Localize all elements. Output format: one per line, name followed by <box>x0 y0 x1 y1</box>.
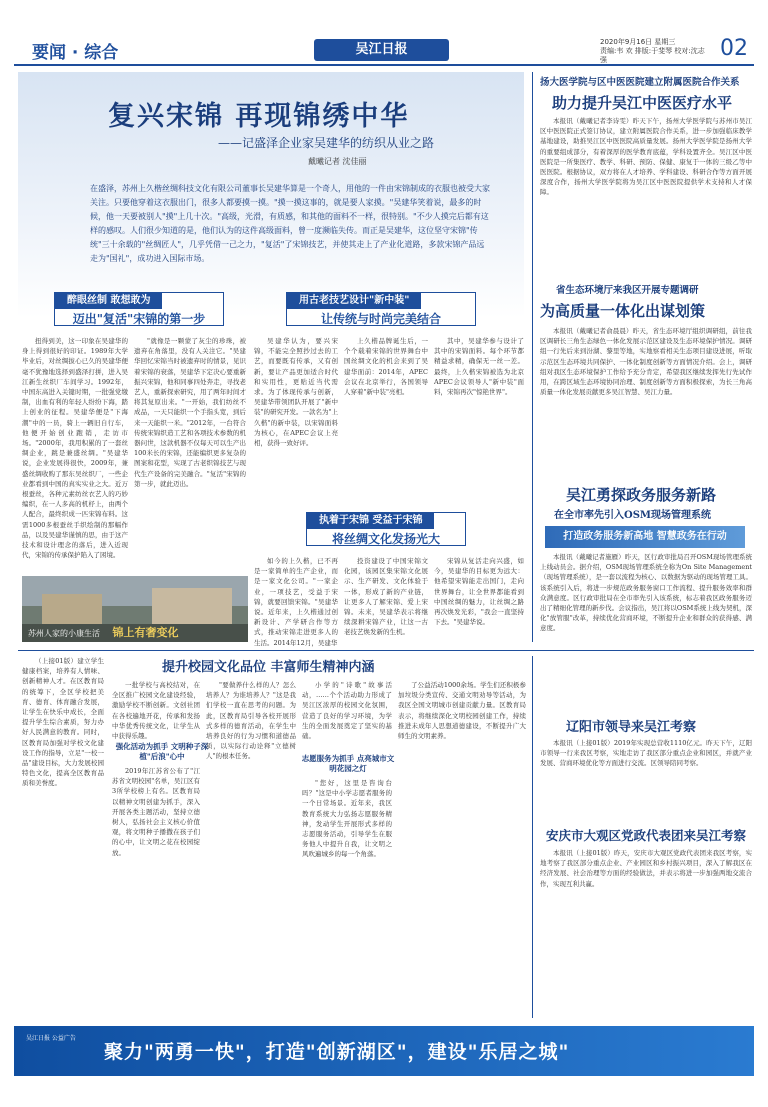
mid-headline: 提升校园文化品位 丰富师生精神内涵 <box>162 660 375 675</box>
mid-intro-col: （上接01版）建立学生健康档案，培养有人情味、创新精神人才。在区教育局的统筹下，全区学校把美育、德育、体育融合发展，让学生在快乐中成长，全面提升学生综合素质，努力办好人民满意的教育。同时，区教育局加强对学校文化建设工作的指导，立足"一校一品"建设目标，大力发展校园特色文化，提高全区教育品质和美誉度。 <box>22 657 104 788</box>
section2-col1: 吴建华认为，要兴宋锦，不能完全照抄过去的工艺，而要既有传承，又有创新，要让产品更加适合时代和实用性，更贴近当代需求。为了体现传承与创新，吴建华带领团队开展了"新中装"的研究开发。一款名为"上久楷"的新中装，以宋锦面料为核心，在APEC会议上亮相，获得一致好评。 <box>254 337 338 448</box>
footer-banner <box>14 1026 754 1076</box>
mid-col2: 2019年江苏省公布了"江苏省文明校园"名单，吴江区有3所学校榜上有名。区教育局以精神文明创建为抓手，深入开展各类主题活动，坚持立德树人，弘扬社会主义核心价值观，将文明种子播撒在孩子们的心中，让文明之花在校园绽放。 <box>112 767 200 857</box>
liaoyang-body: 本报讯（上接01版）2019年实现总营收1110亿元。昨天下午，辽阳市领导一行来我区考察，实地走访了我区部分重点企业和园区，并就产业发展、营商环境优化等方面进行交流。区领导陪同考察。 <box>540 739 752 768</box>
right3-body: 本报讯（戴曦记者施雁）昨天，区行政审批局召开OSM现场管理系统上线动员会。据介绍，OSM现场管理系统全称为On Site Management（现场管理系统），是一套以流程为核心、以数据为驱动的现场管理工具。该系统引入后，将进一步规范政务服务窗口工作流程、提升服务效率和群众满意度。区行政审批局在全市率先引入该系统，标志着我区政务服务迈出了精细化管理的新步伐。会议指出，吴江将以OSM系统上线为契机，深化"放管服"改革，持续优化营商环境，不断提升企业和群众的获得感、满意度。 <box>540 553 752 633</box>
section-title: 要闻 · 综合 <box>32 43 119 63</box>
feature-author: 戴曦记者 沈佳丽 <box>308 157 367 166</box>
mid-col3: "要做养什么样的人？怎么培养人？为谁培养人？"这是我们学校一直在思考的问题。为此，区教育局引导各校开展形式多样的德育活动，在学生中培养良好的行为习惯和道德品质，以实际行动诠释"立德树人"的根本任务。 <box>206 681 296 761</box>
section2-headline: 让传统与时尚完美结合 <box>320 312 441 326</box>
mid-divider <box>18 650 754 651</box>
right3-banner: 打造政务服务新高地 智慧政务在行动 <box>545 526 745 548</box>
section1-col1: 扭得到美，这一印象在吴建华的身上得到很好的印证。1989年大学毕业后，对丝绸拔心已久的吴建华便毫不犹豫地选择到盛泽打拼，进入吴江新生丝织厂车间学习。1992年，中国东高进入关键时期，一批强党缴制，出血有利的年轻人纷纷下海，踏上创业的征程。吴建华便是"下海潮"中的一员，骑上一辆旧自行车，他便开始创业跑销，走访市场。"2000年，我用积累的了一套丝绸企业，跳是兼盛丝绸。"吴建华说，企业发展得很快，2009年，兼盛丝绸收购了那东吴丝织厂，一些企业都看到中国的真实实业之大。近万根蚕丝，各种元素纺丝衣艺人的巧妙编织，在一人多高的机杼上，由两个人配合，最终织成一匹宋锦布料。这需1000多根蚕丝手织绘制的那幅作品，以及吴建华谨慎的思，由于这产技术和设计理念的落后，进入近现代，宋锦的传承保护陷入了困境。 <box>22 337 128 560</box>
section3-col1: 如今的上久楷，已不再是一家简单的生产企业，而是一家文化公司。"一家企业，一项技艺，受益于宋锦，就要回馈宋锦。"吴建华说。近年来，上久楷通过创新设计、产学研合作等方式，推动宋锦走进更多人的生活。2014年12月，吴建华 <box>254 557 338 647</box>
section3-col2: 投资建设了中国宋锦文化园，该园区集宋锦文化展示、生产研发、文化体验于一体，形成了新的产业链，让更多人了解宋锦、爱上宋锦。未来，吴建华表示将继续深耕宋锦产业，让这一古老技艺焕发新的生机。 <box>344 557 428 637</box>
section2-col2: 上久楷品牌诞生后，一个个载着宋锦的世界舞台中国丝绸文化的机会来到了吴建华面前：2014年，APEC会议在北京举行，各国领导人穿着"新中装"亮相。 <box>344 337 428 397</box>
right2-body: 本报讯（戴曦记者俞晨晨）昨天，省生态环境厅组织调研组，前往我区调研长三角生态绿色一体化发展示范区建设及生态环境保护情况。调研组一行先后来到汾湖、黎里等地，实地察看相关生态项目建设进展，听取示范区生态环境共同保护、一体化制度创新等方面情况介绍。会上，调研组对我区生态环境保护工作给予充分肯定，希望我区继续发挥先行先试作用，在跨区域生态环境协同治理、制度创新等方面积极探索，为长三角高质量一体化发展贡献更多吴江智慧、吴江力量。 <box>540 327 752 397</box>
editor-line: 责编:韦 欢 排版:于斐琴 校对:沈志强 <box>600 47 705 64</box>
anqing-kicker: 安庆市大观区党政代表团来吴江考察 <box>546 828 747 843</box>
mid-sub2: 志愿服务为抓手 点亮城市文明花园之灯 <box>301 754 395 773</box>
mid-sub1: 强化活动为抓手 文明种子深植"后浪"心中 <box>115 742 209 761</box>
section1-headline: 迈出"复活"宋锦的第一步 <box>72 312 206 326</box>
section2-col3: 其中，吴建华参与设计了其中的宋锦面料。每个环节都精益求精，确保无一丝一差。最终，上久楷宋锦被选为北京APEC会议领导人"新中装"面料，宋锦再次"惊艳世界"。 <box>434 337 524 397</box>
right3-kicker: 吴江勇探政务服务新路 <box>566 486 717 504</box>
photo-caption <box>22 624 248 642</box>
date-line: 2020年9月16日 星期三 <box>600 38 676 46</box>
right1-body: 本报讯（戴曦记者李诗雯）昨天下午，扬州大学医学院与苏州市吴江区中医医院正式签订协议，建立附属医院合作关系，进一步加强临床教学基地建设，助推吴江区中医医院高质量发展。扬州大学医学院是扬州大学的重要组成部分，有着深厚的医学教育底蕴，学科设置齐全。吴江区中医医院是一所集医疗、教学、科研、预防、保健、康复于一体的三级乙等中医医院。根据协议，双方将在人才培养、学科建设、科研合作等方面开展深度合作，扬州大学医学院将为吴江区中医医院提供学术支持和人才保障。 <box>540 117 752 197</box>
section1-col2: "就像是一颗蒙了灰尘的珍珠，被遗弃在角落里，没有人关注它。"吴建华回忆宋锦当时被遗弃时的情景，见识着宋锦的衰落，吴建华下定决心要重新振兴宋锦，他和同事四处奔走，寻找老艺人，重新探索研究，用了两年时间才将其复原出来。"一开始，我们纺丝不成品，一天只能织一个手指头宽，到后来一天能织一米。"2012年，一台符合传统宋锦织造工艺和各项技术参数的机器问世，这款机器不仅每天可以生产出100米长的宋锦，还能编织更多复杂的图案和花型，实现了古老织锦技艺与现代生产设备的完美融合。"复活"宋锦的第一步，就此迈出。 <box>134 337 246 488</box>
mid-col1: 一批学校与高校结对，在全区推广校园文化建设经验，激励学校不断创新。文创社团在各校遍地开花，传承和发扬中华优秀传统文化，让学生从中获得乐趣。 <box>112 681 200 741</box>
right3-headline: 在全市率先引入OSM现场管理系统 <box>554 510 712 521</box>
section3-headline: 将丝绸文化发扬光大 <box>331 532 440 546</box>
section1-header <box>54 292 224 326</box>
photo-caption-right: 锦上有奢变化 <box>112 626 179 639</box>
section3-col3: 宋锦从复活走向兴盛，如今，吴建华的目标更为远大：他希望宋锦能走出国门，走向世界舞台，让全世界都能看到中国丝绸的魅力，让丝绸之路再次焕发光彩，"我会一直坚持下去。"吴建华说。 <box>434 557 524 627</box>
section1-kicker: 醉眼丝制 敢想敢为 <box>55 293 162 309</box>
section2-header <box>286 292 476 326</box>
mid-column-divider <box>532 656 533 1018</box>
feature-subtitle: ——记盛泽企业家吴建华的纺织从业之路 <box>218 136 435 150</box>
right2-headline: 为高质量一体化出谋划策 <box>540 302 706 320</box>
mid-col5: "您好，这里是咨询台吗？"这是中小学志愿者服务的一个日常场景。近年来，我区教育系统大力弘扬志愿服务精神，发动学生开展形式多样的志愿服务活动，引导学生在服务他人中提升自我，让文明之风吹遍城乡的每一个角落。 <box>302 779 392 859</box>
feature-hero <box>18 72 524 318</box>
section3-header <box>306 512 466 546</box>
masthead <box>14 36 754 66</box>
feature-lead: 在盛泽，苏州上久楷丝绸科技文化有限公司董事长吴建华算是一个奇人，用他的一件由宋锦制成的衣服也被受大家关注。只要他穿着这衣服出门，很多人都要摸一摸。"摸一摸这事的，就是要人家摸。"吴建华笑着说，最多的时候，他一天要被别人"摸"上几十次。"高级，光滑，有质感，和其他的面料不一样，很特别。"不少人摸完后都有这样的感叹。人们很少知道的是，他们认为的这件高级面料，曾一度濒临失传。而正是吴建华，这位坚守宋锦"传统"三十余载的"丝绸匠人"，几乎凭借一己之力，"复活"了宋锦技艺，并使其走上了产业化道路，多款宋锦产品远走为"国礼"，成功进入国际市场。 <box>90 184 490 263</box>
right1-headline: 助力提升吴江中医医疗水平 <box>552 94 733 112</box>
footer-tag: 吴江日报 公益广告 <box>26 1035 76 1042</box>
footer-slogan: 聚力"两勇一快"，打造"创新湖区"，建设"乐居之城" <box>104 1041 570 1063</box>
liaoyang-kicker: 辽阳市领导来吴江考察 <box>566 720 697 735</box>
newspaper-logo: 吴江日报 <box>314 39 449 61</box>
mid-col4: 小学的"诗歌"故事活动，……个个活动助力形成了吴江区浓厚的校园文化氛围，营造了良好的学习环境，为学生的全面发展奠定了坚实的基础。 <box>302 681 392 741</box>
feature-title: 复兴宋锦 再现锦绣中华 <box>108 101 410 132</box>
section2-kicker: 用古老技艺设计"新中装" <box>287 293 421 309</box>
right1-kicker: 扬大医学院与区中医医院建立附属医院合作关系 <box>540 77 740 88</box>
photo-caption-left: 苏州人家的小康生活 <box>28 629 100 638</box>
issue-info <box>600 38 710 65</box>
anqing-body: 本报讯（上接01版）昨天，安庆市大观区党政代表团来我区考察，实地考察了我区部分重点企业、产业园区和乡村振兴项目，深入了解我区在经济发展、社会治理等方面的经验做法，并表示将进一步加强两地交流合作，实现互利共赢。 <box>540 849 752 888</box>
section3-kicker: 执着于宋锦 受益于宋锦 <box>307 513 434 529</box>
right2-kicker: 省生态环境厅来我区开展专题调研 <box>556 285 699 296</box>
news-photo <box>22 576 248 642</box>
mid-col6: 了公益活动1000余场。学生们还积极参加垃圾分类宣传、交通文明劝导等活动，为我区全国文明城市创建贡献力量。区教育局表示，将继续深化文明校园创建工作，持续推进未成年人思想道德建设，不断提升广大师生的文明素养。 <box>398 681 526 741</box>
column-divider <box>532 72 533 642</box>
page-number: 02 <box>720 36 748 61</box>
